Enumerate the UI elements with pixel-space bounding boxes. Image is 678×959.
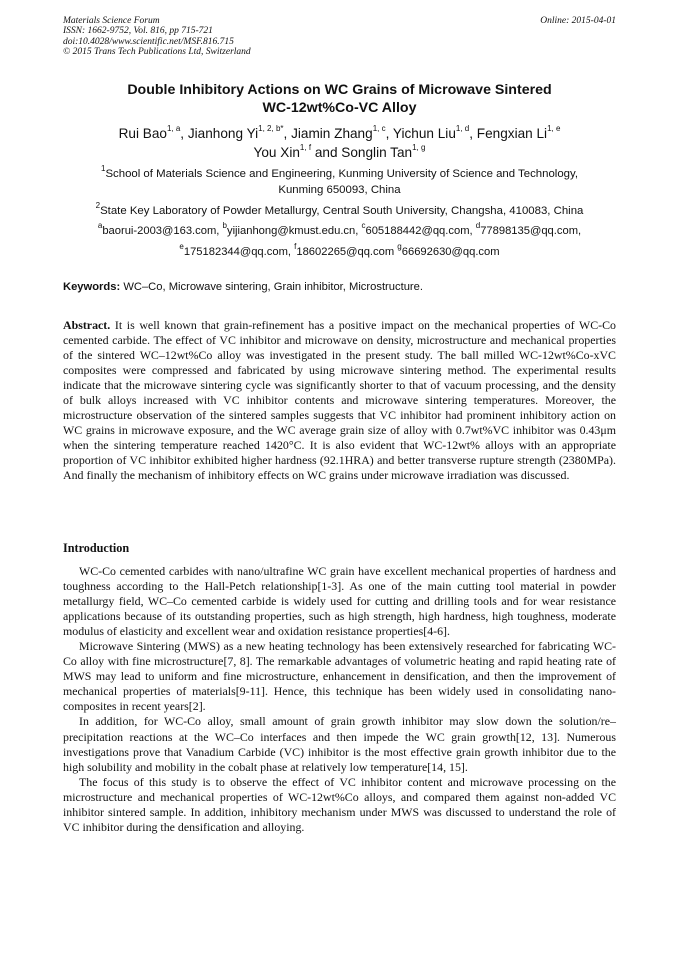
author-affiliation-mark: 1, d <box>455 124 470 134</box>
affiliation-2 <box>63 201 616 220</box>
author-name: Songlin Tan <box>341 145 413 160</box>
author-name: Rui Bao <box>118 126 167 141</box>
author-affiliation-mark: 1, c <box>372 124 386 134</box>
author-name: Yichun Liu <box>392 126 456 141</box>
abstract-label: Abstract. <box>63 318 111 332</box>
author-name: You Xin <box>253 145 300 160</box>
affiliation-text: State Key Laboratory of Powder Metallurgy, Central South University, Changsha, 410083, China <box>100 205 584 217</box>
email-address[interactable]: 77898135@qq.com, <box>480 225 582 237</box>
issn-line: ISSN: 1662-9752, Vol. 816, pp 715-721 <box>63 26 213 37</box>
email-mark: c <box>361 221 366 231</box>
intro-paragraph: The focus of this study is to observe the effect of VC inhibitor content and microwave processing on the microstructure and mechanical properties of WC-12wt%Co alloys, and compared them against non-added VC inhibitor sintered sample. In addition, inhibitory mechanism under MWS was discussed to understand the role of VC inhibitor during the densification and alloying. <box>63 774 616 834</box>
author-affiliation-mark: 1, a <box>166 124 181 134</box>
journal-header <box>63 16 616 57</box>
keywords-text: WC–Co, Microwave sintering, Grain inhibitor, Microstructure. <box>123 281 423 293</box>
abstract-text: It is well known that grain-refinement has a positive impact on the mechanical properties of WC-Co cemented carbide. The effect of VC inhibitor and microwave on density, microstructure and mechanical properties of the sintered WC–12wt%Co alloy was investigated in the present study. The ball milled WC-12wt%Co-xVC composites were compressed and fabricated by using microwave sintering method. The experimental results indicate that the microwave sintering cycle was significantly shorter to that of vacuum processing, and the density of bulk alloys increased with VC inhibitor contents and microwave sintering temperatures. Moreover, the microstructure observation of the sintered samples suggests that VC inhibitor had prominent inhibitory action on WC grains in microwave exposure, and the WC average grain size of alloy with 0.7wt%VC inhibitor was 0.43μm when the sintering temperature reached 1420°C. It is also evident that WC-12wt% alloys with an appropriate proportion of VC inhibitor exhibited higher hardness (92.1HRA) and better transverse rupture strength (2380MPa). And finally the mechanism of inhibitory effects on WC grains under microwave irradiation was discussed. <box>63 318 616 483</box>
introduction-body <box>63 564 616 835</box>
affiliation-mark: 2 <box>95 201 101 211</box>
email-address[interactable]: 66692630@qq.com <box>401 246 500 258</box>
author-affiliation-mark: 1, f <box>299 143 312 153</box>
introduction-heading: Introduction <box>63 541 130 555</box>
author-name: Jianhong Yi <box>187 126 259 141</box>
intro-paragraph: In addition, for WC-Co alloy, small amount of grain growth inhibitor may slow down the solution/re–precipitation reactions at the WC–Co interfaces and then impede the WC grain growth[12, 13]. Numerous investigations prove that Vanadium Carbide (VC) inhibitor is the most effective grain growth inhibitor due to the high solubility and mobility in the cobalt phase at relatively low temperature[14, 15]. <box>63 714 616 774</box>
author-line-2 <box>63 143 616 162</box>
author-affiliation-mark: 1, g <box>412 143 426 153</box>
author-affiliation-mark: 1, e <box>547 124 561 134</box>
online-date: Online: 2015-04-01 <box>540 16 616 26</box>
email-mark: g <box>397 242 402 252</box>
author-line-1: Rui Bao$^{1, a}$, Jianhong $Yi^{1, 2, b*}$, Jiamin Zhang$^{1, c}$, Yichun Liu$^{1, d}$, Fengxian Li$^{1, e}$ <box>118 124 561 141</box>
affiliation-mark: 1 <box>100 164 106 174</box>
email-address[interactable]: yijianhong@kmust.edu.cn, <box>226 225 359 237</box>
author-list <box>63 124 616 162</box>
author-name: Fengxian Li <box>476 126 548 141</box>
keywords <box>63 280 616 295</box>
author-conjunction: and <box>314 145 338 160</box>
email-address[interactable]: 175182344@qq.com, <box>183 246 292 258</box>
email-mark: f <box>294 242 297 252</box>
title-line-2: WC-12wt%Co-VC Alloy <box>262 100 417 116</box>
title-line-1: Double Inhibitory Actions on WC Grains of Microwave Sintered <box>127 82 552 98</box>
affiliation-text: School of Materials Science and Engineering, Kunming University of Science and Technology, <box>105 168 578 180</box>
email-address[interactable]: baorui-2003@163.com, <box>102 225 220 237</box>
journal-name: Materials Science Forum <box>63 16 160 26</box>
email-mark: b <box>222 221 227 231</box>
email-line-2 <box>63 242 616 263</box>
author-name: Jiamin Zhang <box>291 126 373 141</box>
email-list <box>63 221 616 263</box>
copyright-line: © 2015 Trans Tech Publications Ltd, Switzerland <box>63 46 251 57</box>
intro-paragraph: Microwave Sintering (MWS) as a new heating technology has been extensively researched for fabricating WC-Co alloy with fine microstructure[7, 8]. The remarkable advantages of volumetric heating and rapid heating rate of MWS may lead to uniform and fine microstructure, enhancement in densification, and then the improvement of mechanical properties of materials[9-11]. Hence, this technique has been widely used in consolidating nano-composites in recent years[2]. <box>63 639 616 714</box>
paper-title <box>63 81 616 117</box>
author-affiliation-mark: 1, 2, b* <box>258 124 284 134</box>
email-address[interactable]: 18602265@qq.com <box>296 246 395 258</box>
email-address[interactable]: 605188442@qq.com, <box>365 225 473 237</box>
affiliation-text-cont: Kunming 650093, China <box>278 183 401 196</box>
abstract <box>63 318 616 484</box>
keywords-label: Keywords: <box>63 281 121 293</box>
doi-line[interactable]: doi:10.4028/www.scientific.net/MSF.816.715 <box>63 36 234 47</box>
email-line-1 <box>63 221 616 242</box>
intro-paragraph: WC-Co cemented carbides with nano/ultrafine WC grain have excellent mechanical properties of hardness and toughness according to the Hall-Petch relationship[1-3]. As one of the main cutting tool material in powder metallurgy field, WC–Co cemented carbide is widely used for cutting and drilling tools and for wear resistance applications because of its outstanding properties, such as high strength, high hardness, high toughness, moderate modulus of elasticity and excellent wear and oxidation resistance properties[4-6]. <box>63 564 616 639</box>
email-mark: d <box>475 221 481 231</box>
email-mark: e <box>179 242 184 252</box>
affiliation-1 <box>63 164 616 198</box>
email-mark: a <box>97 221 103 231</box>
